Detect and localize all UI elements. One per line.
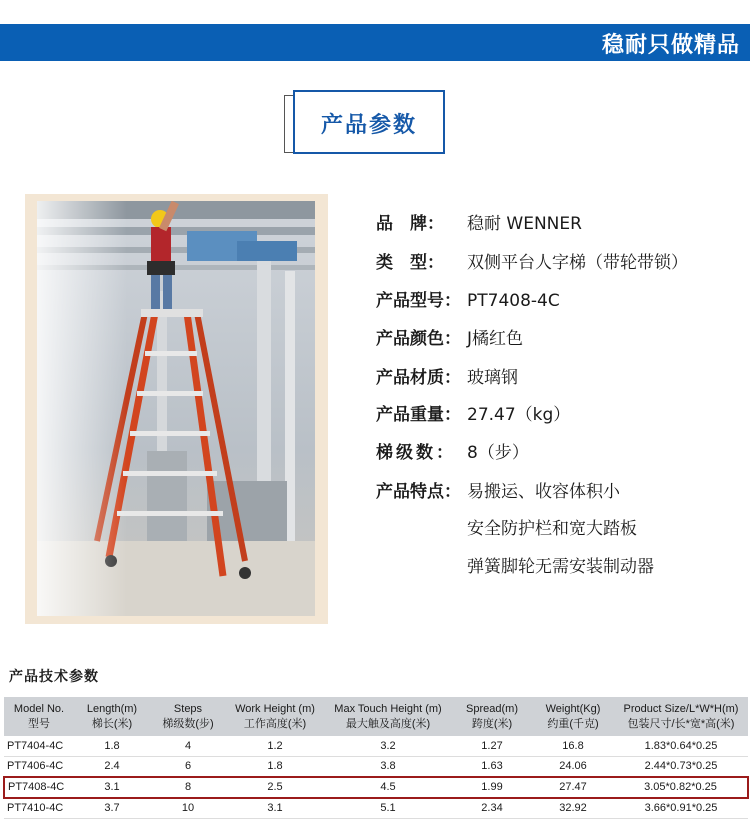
table-cell: 24.06 [532, 757, 614, 778]
table-cell: 3.66*0.91*0.25 [614, 798, 748, 819]
spec-value: J橘红色 [467, 329, 524, 349]
table-row [4, 757, 748, 778]
col-header-length: Length(m) 梯长(米) [74, 697, 150, 737]
table-row [4, 798, 748, 819]
spec-steps [376, 441, 529, 465]
table-cell: 8 [150, 777, 226, 798]
table-cell: 2.44*0.73*0.25 [614, 757, 748, 778]
spec-label: 类 型： [376, 253, 444, 273]
feature-line: 安全防护栏和宽大踏板 [467, 519, 637, 539]
spec-value: 双侧平台人字梯（带轮带锁） [467, 253, 688, 273]
spec-type [376, 251, 688, 275]
spec-label: 产品材质： [376, 368, 461, 388]
spec-value: 易搬运、收容体积小 [467, 482, 620, 502]
table-row-highlighted [4, 777, 748, 798]
table-cell: 1.8 [226, 757, 324, 778]
feature-line: 弹簧脚轮无需安装制动器 [467, 557, 654, 577]
table-cell: 1.83*0.64*0.25 [614, 737, 748, 757]
spec-value: PT7408-4C [467, 291, 560, 311]
tech-table [3, 697, 749, 819]
col-header-work-height: Work Height (m) 工作高度(米) [226, 697, 324, 737]
table-cell: 4 [150, 737, 226, 757]
table-cell: 2.34 [452, 798, 532, 819]
table-cell: 5.1 [324, 798, 452, 819]
table-cell: PT7406-4C [4, 757, 74, 778]
table-cell: 1.2 [226, 737, 324, 757]
section-title: 产品参数 [320, 113, 417, 138]
table-cell: 1.63 [452, 757, 532, 778]
table-cell: 1.8 [74, 737, 150, 757]
spec-value: 玻璃钢 [467, 368, 518, 388]
table-cell: PT7408-4C [4, 777, 74, 798]
table-cell: 27.47 [532, 777, 614, 798]
table-cell: 1.27 [452, 737, 532, 757]
table-cell: 2.4 [74, 757, 150, 778]
product-photo [37, 201, 315, 616]
table-cell: 3.05*0.82*0.25 [614, 777, 748, 798]
title-frame [293, 90, 445, 154]
brand-slogan: 稳耐只做精品 [601, 33, 740, 58]
spec-label: 产品特点： [376, 482, 461, 502]
table-cell: 2.5 [226, 777, 324, 798]
spec-weight [376, 403, 570, 427]
table-cell: PT7404-4C [4, 737, 74, 757]
col-header-weight: Weight(Kg) 约重(千克) [532, 697, 614, 737]
table-cell: 4.5 [324, 777, 452, 798]
spec-label: 品 牌： [376, 214, 444, 234]
col-header-max-touch: Max Touch Height (m) 最大触及高度(米) [324, 697, 452, 737]
table-cell: 3.1 [74, 777, 150, 798]
table-cell: 10 [150, 798, 226, 819]
table-cell: 3.2 [324, 737, 452, 757]
col-header-steps: Steps 梯级数(步) [150, 697, 226, 737]
table-row [4, 737, 748, 757]
spec-features [376, 480, 620, 504]
spec-value: 27.47（kg） [467, 405, 571, 425]
table-cell: 6 [150, 757, 226, 778]
spec-label: 产品颜色： [376, 329, 461, 349]
table-cell: 3.8 [324, 757, 452, 778]
table-cell: 32.92 [532, 798, 614, 819]
spec-material [376, 366, 518, 390]
col-header-size: Product Size/L*W*H(m) 包装尺寸/长*宽*高(米) [614, 697, 748, 737]
spec-color [376, 327, 523, 351]
table-cell: PT7410-4C [4, 798, 74, 819]
table-header-row [4, 697, 748, 737]
spec-label: 梯级数： [376, 443, 456, 463]
table-cell: 16.8 [532, 737, 614, 757]
col-header-model: Model No. 型号 [4, 697, 74, 737]
spec-model [376, 289, 560, 313]
spec-brand [376, 212, 582, 236]
spec-value: 稳耐 WENNER [467, 214, 582, 234]
table-cell: 3.7 [74, 798, 150, 819]
table-cell: 1.99 [452, 777, 532, 798]
spec-label: 产品重量： [376, 405, 461, 425]
col-header-spread: Spread(m) 跨度(米) [452, 697, 532, 737]
tech-section-title: 产品技术参数 [9, 669, 99, 685]
spec-value: 8（步） [467, 443, 529, 463]
table-cell: 3.1 [226, 798, 324, 819]
header-bar [0, 24, 750, 61]
spec-label: 产品型号： [376, 291, 461, 311]
